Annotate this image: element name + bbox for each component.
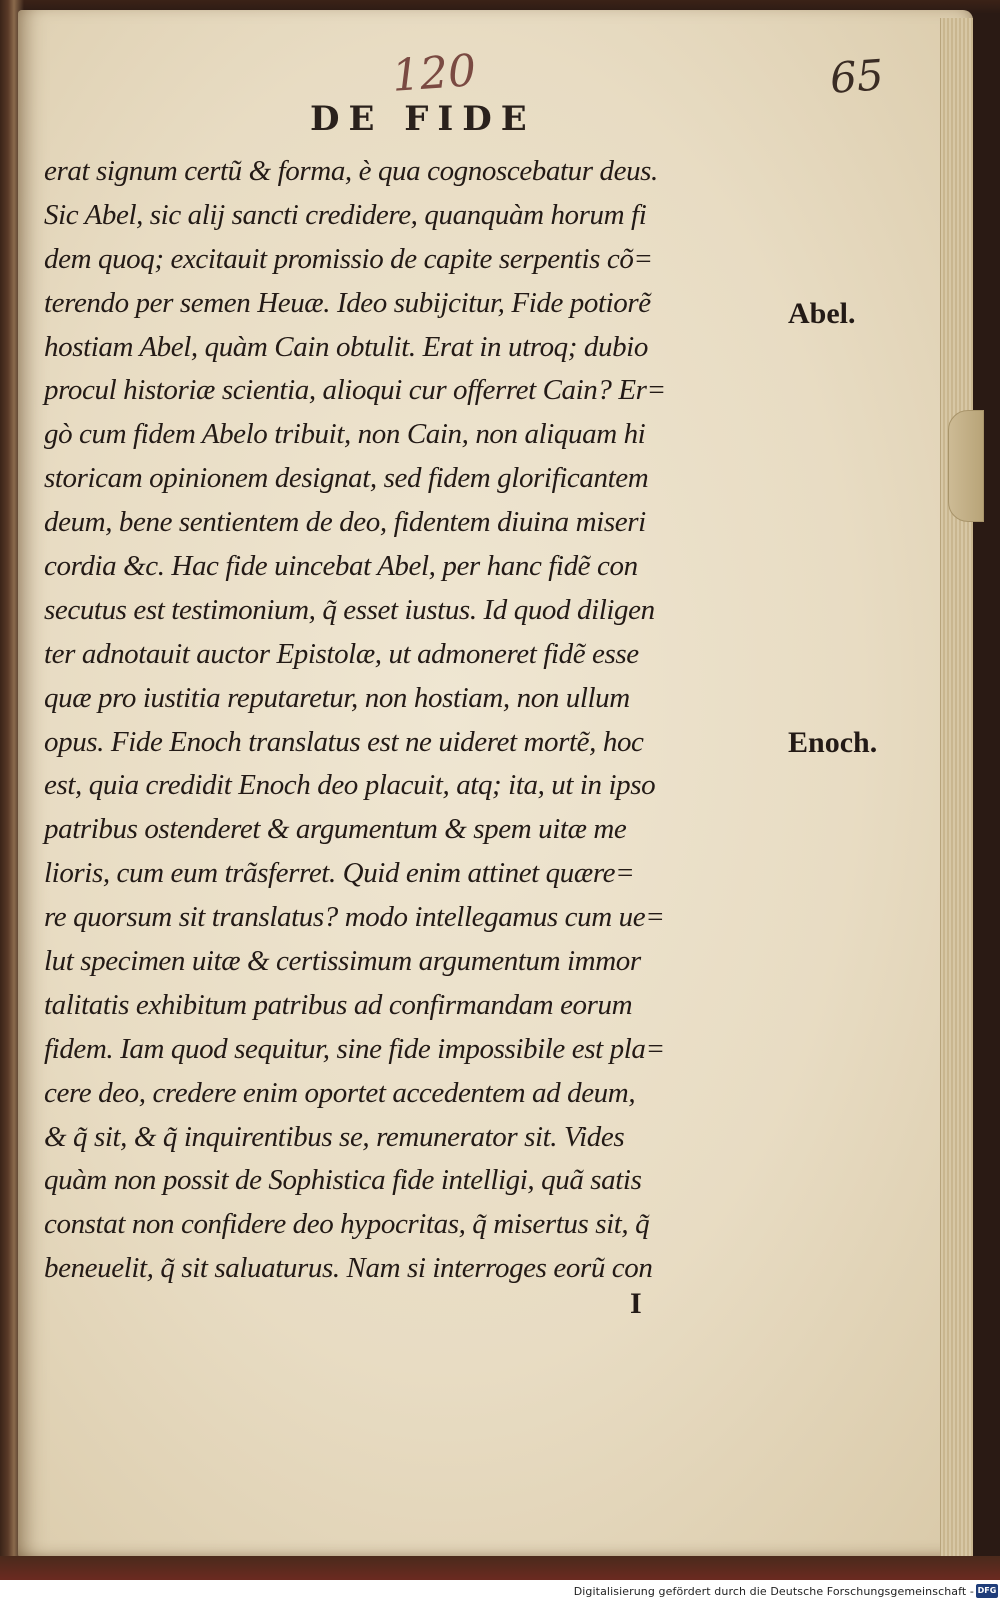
text-line: lut specimen uitæ & certissimum argumentum immor <box>44 945 641 978</box>
text-line: lioris, cum eum trãsferret. Quid enim attinet quære= <box>44 857 635 890</box>
text-line: terendo per semen Heuæ. Ideo subijcitur, Fide potiorẽ <box>44 286 651 319</box>
running-head: DE FIDE <box>310 99 536 139</box>
text-line: secutus est testimonium, q̃ esset iustus. Id quod diligen <box>44 593 655 626</box>
text-line: hostiam Abel, quàm Cain obtulit. Erat in utroq; dubio <box>44 330 648 363</box>
text-line: ter adnotauit auctor Epistolæ, ut admoneret fidẽ esse <box>44 637 639 670</box>
text-line: opus. Fide Enoch translatus est ne uideret mortẽ, hoc <box>44 725 644 758</box>
text-line: & q̃ sit, & q̃ inquirentibus se, remunerator sit. Vides <box>44 1120 625 1153</box>
text-line: dem quoq; excitauit promissio de capite serpentis cõ= <box>44 242 653 275</box>
handwritten-folio-number-right: 65 <box>828 50 886 103</box>
text-line: cordia &c. Hac fide uincebat Abel, per hanc fidẽ con <box>44 550 638 583</box>
dfg-logo-icon: DFG <box>976 1584 998 1598</box>
text-line: constat non confidere deo hypocritas, q̃ misertus sit, q̃ <box>44 1208 650 1241</box>
book-clasp <box>948 410 984 522</box>
funding-credit: Digitalisierung gefördert durch die Deutsche Forschungsgemeinschaft - <box>573 1585 974 1598</box>
book-cover-edge <box>0 1556 1000 1580</box>
text-line: est, quia credidit Enoch deo placuit, atq; ita, ut in ipso <box>44 769 656 802</box>
marginal-note-abel: Abel. <box>788 297 856 330</box>
signature-mark: I <box>630 1287 642 1320</box>
text-line: Sic Abel, sic alij sancti credidere, quanquàm horum fi <box>44 198 647 231</box>
page-edges <box>940 18 973 1558</box>
text-line: gò cum fidem Abelo tribuit, non Cain, non aliquam hi <box>44 418 646 451</box>
text-line: deum, bene sentientem de deo, fidentem diuina miseri <box>44 506 646 539</box>
text-line: fidem. Iam quod sequitur, sine fide impossibile est pla= <box>44 1032 665 1065</box>
text-line: re quorsum sit translatus? modo intellegamus cum ue= <box>44 901 665 934</box>
text-line: procul historiæ scientia, alioqui cur offerret Cain? Er= <box>44 374 666 407</box>
text-line: erat signum certũ & forma, è qua cognoscebatur deus. <box>44 155 658 187</box>
text-line: beneuelit, q̃ sit saluaturus. Nam si interroges eorũ con <box>44 1252 653 1285</box>
text-line: cere deo, credere enim oportet accedentem ad deum, <box>44 1076 636 1109</box>
body-text <box>44 150 764 1291</box>
text-line: storicam opinionem designat, sed fidem glorificantem <box>44 462 649 495</box>
text-line: talitatis exhibitum patribus ad confirmandam eorum <box>44 988 633 1021</box>
text-line: quæ pro iustitia reputaretur, non hostiam, non ullum <box>44 681 630 714</box>
text-line: patribus ostenderet & argumentum & spem uitæ me <box>44 813 627 846</box>
marginal-note-enoch: Enoch. <box>788 726 878 759</box>
handwritten-folio-number-left: 120 <box>390 45 478 102</box>
text-line: quàm non possit de Sophistica fide intelligi, quã satis <box>44 1164 642 1197</box>
